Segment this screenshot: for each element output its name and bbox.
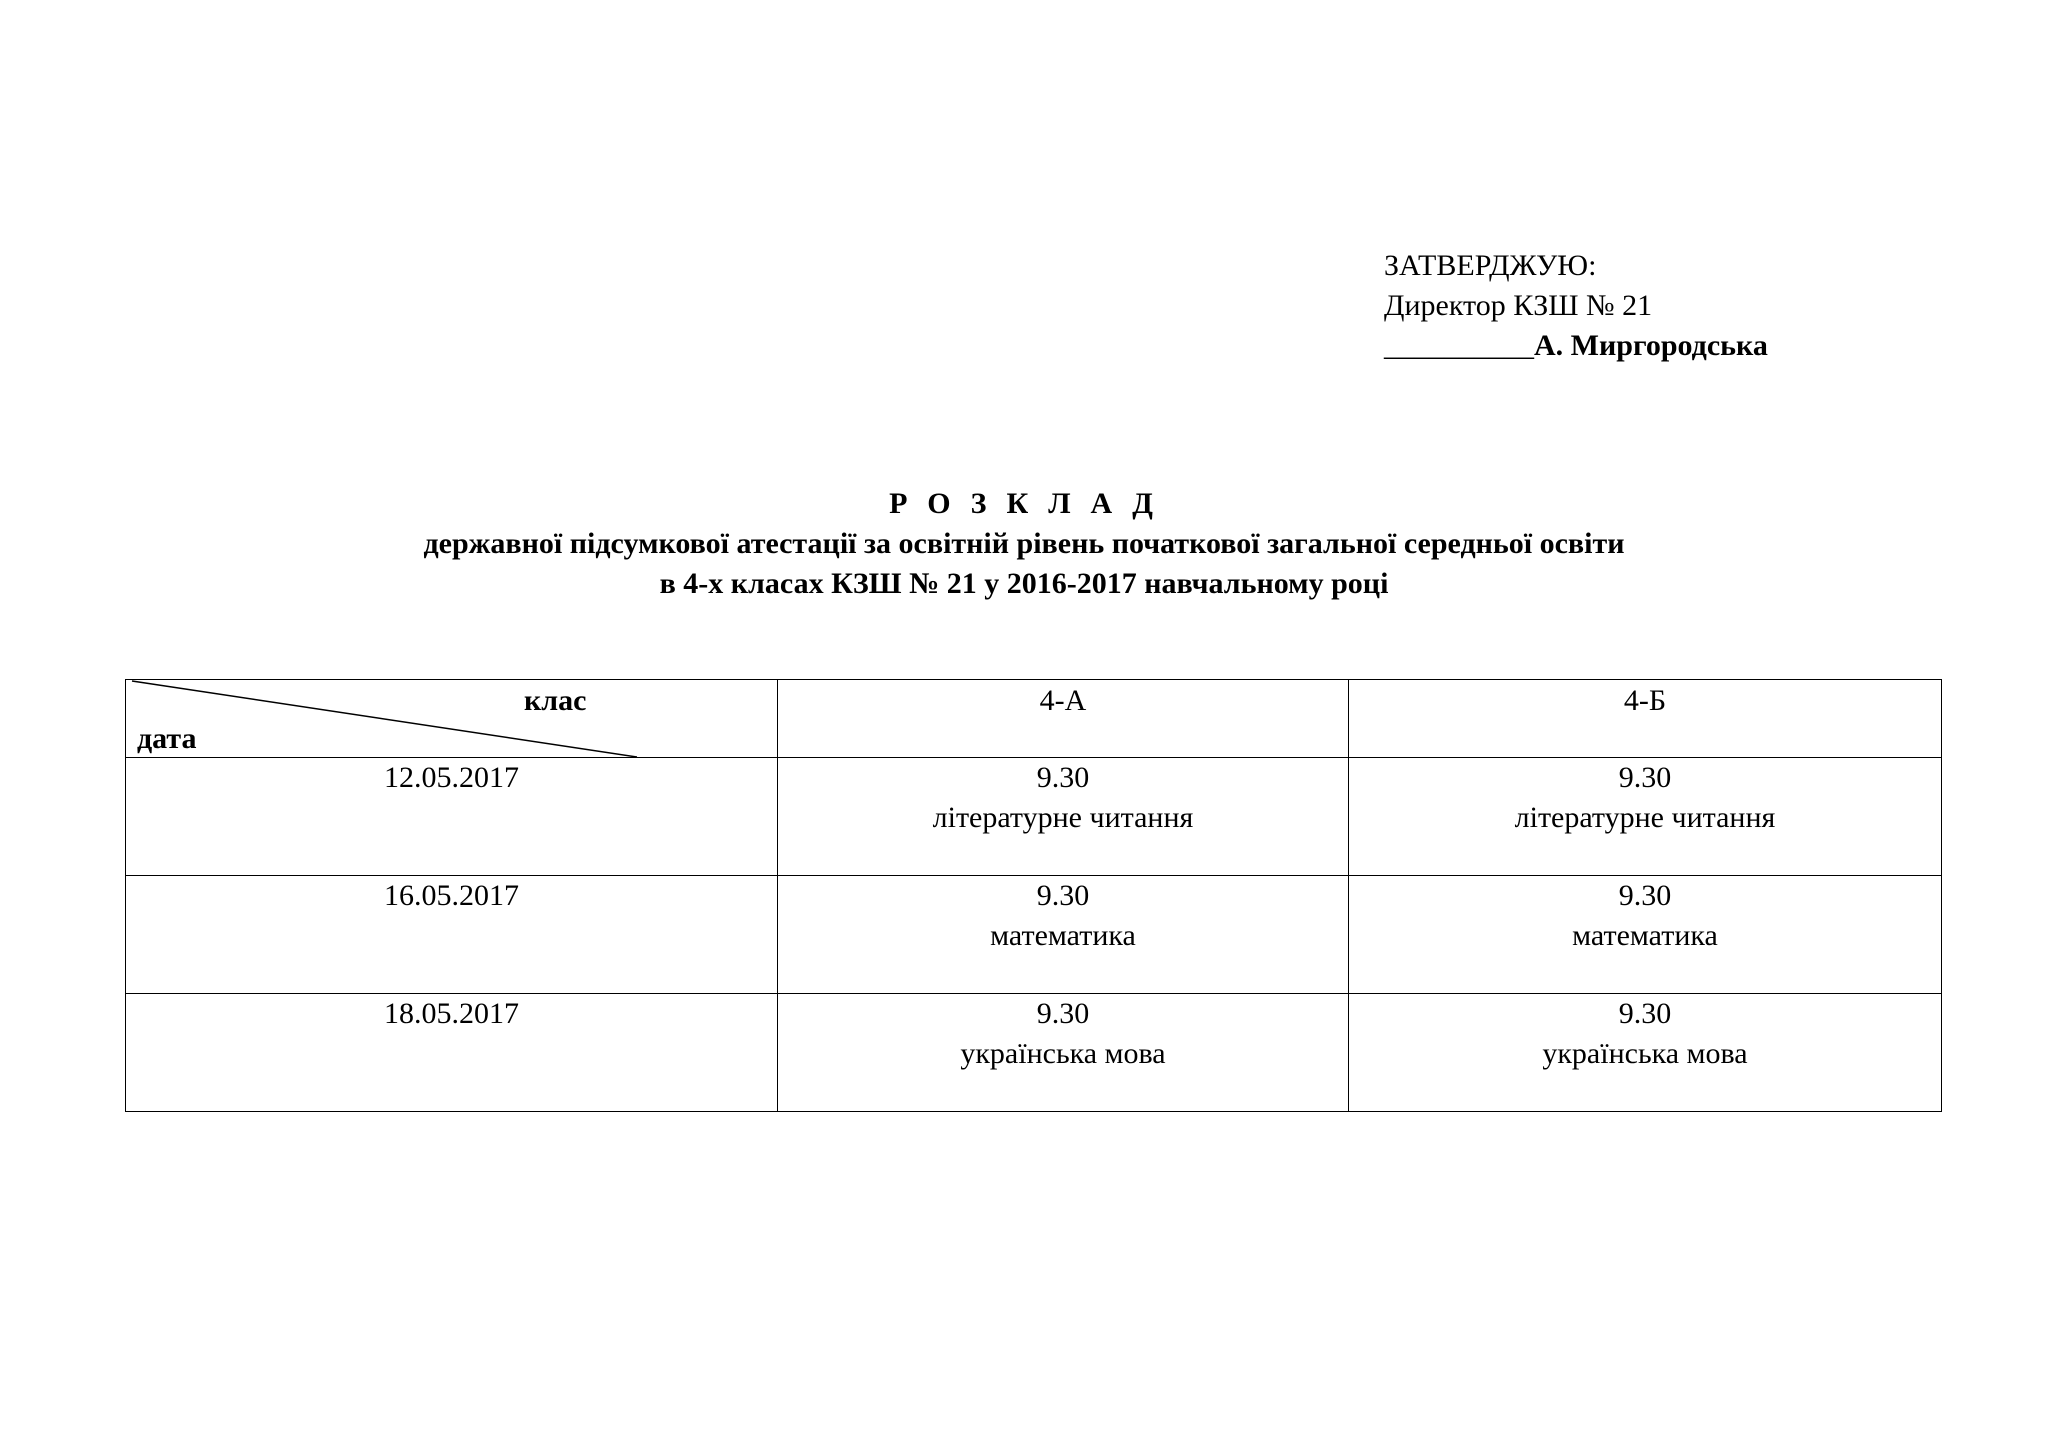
exam-slot: [1349, 994, 1942, 1112]
exam-time: 9.30: [1618, 761, 1672, 794]
exam-time: 9.30: [1618, 879, 1672, 912]
exam-slot: [778, 758, 1349, 876]
table-row: [126, 876, 1942, 994]
signature-blank: __________: [1384, 329, 1534, 362]
header-class-4a: 4-А: [778, 680, 1349, 758]
exam-slot: [1349, 876, 1942, 994]
signatory-name: А. Миргородська: [1534, 329, 1768, 362]
header-date-label: дата: [137, 722, 197, 755]
approval-label: ЗАТВЕРДЖУЮ:: [1384, 249, 1597, 282]
exam-time: 9.30: [1618, 997, 1672, 1030]
exam-time: 9.30: [1036, 997, 1090, 1030]
table-row: [126, 994, 1942, 1112]
exam-slot: [1349, 758, 1942, 876]
approval-block: [1384, 246, 1768, 366]
exam-subject: математика: [1572, 919, 1718, 952]
exam-time: 9.30: [1036, 879, 1090, 912]
signature-line: [1384, 326, 1768, 366]
diagonal-header-cell: [126, 680, 778, 758]
approver-position: Директор КЗШ № 21: [1384, 289, 1653, 322]
exam-subject: літературне читання: [1514, 801, 1776, 834]
title-main: РОЗКЛАД: [889, 487, 1173, 520]
exam-time: 9.30: [1036, 761, 1090, 794]
exam-subject: українська мова: [960, 1037, 1166, 1070]
row-date: 12.05.2017: [126, 758, 778, 876]
diagonal-line: [126, 680, 777, 758]
exam-subject: математика: [990, 919, 1136, 952]
exam-slot: [778, 876, 1349, 994]
header-class-4b: 4-Б: [1349, 680, 1942, 758]
exam-slot: [778, 994, 1349, 1112]
schedule-table: [125, 679, 1942, 1112]
exam-subject: літературне читання: [932, 801, 1194, 834]
header-class-label: клас: [524, 684, 587, 717]
exam-subject: українська мова: [1542, 1037, 1748, 1070]
document-title: [0, 484, 2048, 604]
table-row: [126, 758, 1942, 876]
title-subtitle: державної підсумкової атестації за освітній рівень початкової загальної середньої освіти: [423, 527, 1625, 560]
row-date: 16.05.2017: [126, 876, 778, 994]
title-subtitle-2: в 4-х класах КЗШ № 21 у 2016-2017 навчальному році: [659, 567, 1389, 600]
row-date: 18.05.2017: [126, 994, 778, 1112]
table-header-row: [126, 680, 1942, 758]
